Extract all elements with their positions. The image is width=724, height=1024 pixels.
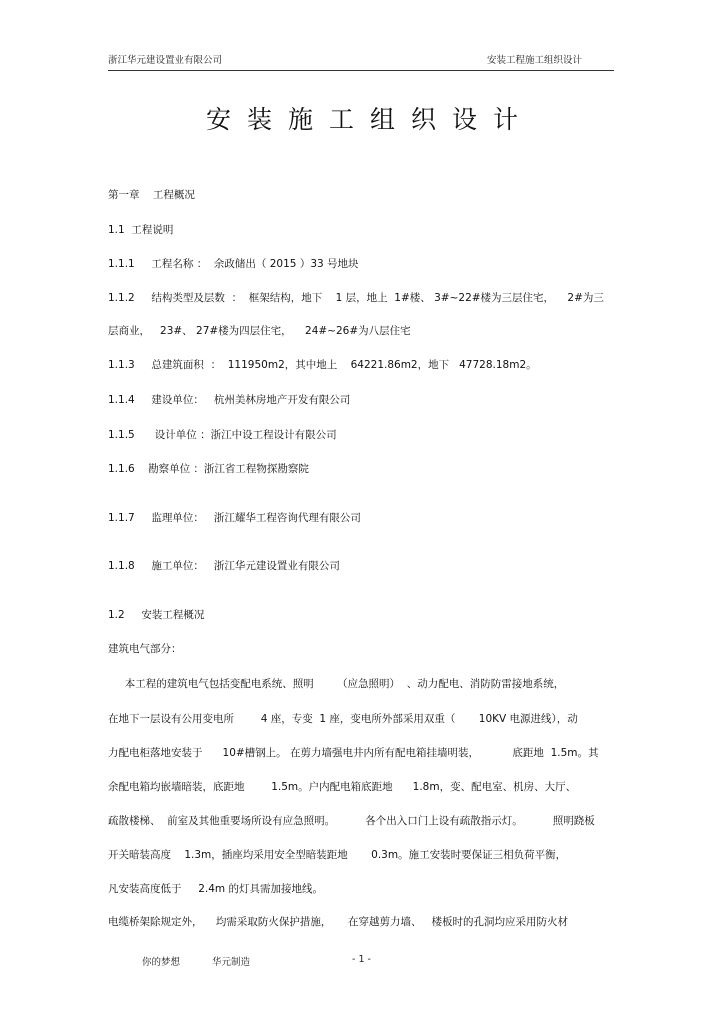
header-doc-name: 安装工程施工组织设计 <box>487 55 583 66</box>
item-survey: 1.1.6 勘察单位 ：浙江省工程物探勘察院 <box>108 463 309 475</box>
footer-slogan-left: 你的梦想 <box>142 957 181 968</box>
paragraph-line: 力配电柜落地安装于 10#槽钢上。 在剪力墙强电井内所有配电箱挂墙明装， 底距地 1.5m。其 <box>108 747 599 759</box>
header-rule <box>108 70 614 71</box>
paragraph-line: 本工程的建筑电气包括变配电系统、照明 （应急照明） 、动力配电、消防防雷接地系统， <box>108 678 565 690</box>
page-title: 安装施工组织设计 <box>205 105 534 134</box>
item-total-area: 1.1.3 总建筑面积 ： 111950m2，其中地上 64221.86m2，地下 47728.18m2。 <box>108 359 537 371</box>
footer-slogan-right: 华元制造 <box>212 957 251 968</box>
paragraph-line: 在地下一层设有公用变电所 4 座，专变 1 座，变电所外部采用双重（ 10KV 电源进线），动 <box>108 713 578 725</box>
item-contractor: 1.1.8 施工单位： 浙江华元建设置业有限公司 <box>108 560 340 572</box>
page-number: - 1 - <box>352 954 371 965</box>
paragraph-line: 开关暗装高度 1.3m，插座均采用安全型暗装距地 0.3m。施工安装时要保证三相负荷平衡， <box>108 849 567 861</box>
paragraph-line: 疏散楼梯、 前室及其他重要场所设有应急照明。 各个出入口门上设有疏散指示灯。 照明跷板 <box>108 815 595 827</box>
paragraph-line: 电缆桥架除规定外， 均需采取防火保护措施， 在穿越剪力墙、 楼板时的孔洞均应采用防火材 <box>108 916 569 928</box>
chapter-heading: 第一章 工程概况 <box>108 189 195 201</box>
header-company: 浙江华元建设置业有限公司 <box>108 55 223 66</box>
item-supervisor: 1.1.7 监理单位： 浙江耀华工程咨询代理有限公司 <box>108 512 361 524</box>
section-1-2-heading: 1.2 安装工程概况 <box>108 609 205 621</box>
item-client: 1.1.4 建设单位： 杭州美林房地产开发有限公司 <box>108 394 351 406</box>
paragraph-line: 凡安装高度低于 2.4m 的灯具需加接地线。 <box>108 883 323 895</box>
section-1-1-heading: 1.1 工程说明 <box>108 224 174 236</box>
electrical-subheading: 建筑电气部分： <box>108 643 182 655</box>
item-project-name: 1.1.1 工程名称 ： 余政储出（ 2015 ）33 号地块 <box>108 258 359 270</box>
paragraph-line: 余配电箱均嵌墙暗装，底距地 1.5m。户内配电箱底距地 1.8m，变、配电室、机房、大厅、 <box>108 781 577 793</box>
item-designer: 1.1.5 设计单位 ：浙江中设工程设计有限公司 <box>108 429 337 441</box>
item-structure-type-cont: 层商业， 23#、 27#楼为四层住宅， 24#~26#为八层住宅 <box>108 325 411 337</box>
item-structure-type: 1.1.2 结构类型及层数 ： 框架结构，地下 1 层，地上 1#楼、 3#~22#楼为三层住宅， 2#为三 <box>108 292 604 304</box>
